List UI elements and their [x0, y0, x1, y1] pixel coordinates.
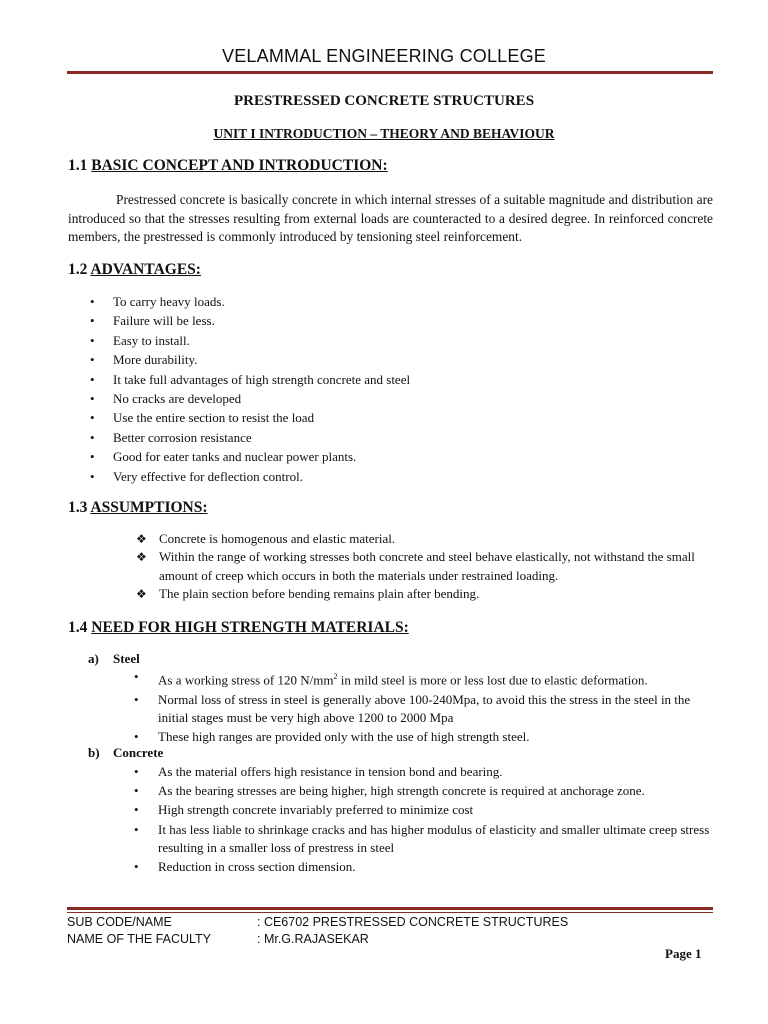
- footer-subject: [67, 914, 568, 931]
- footer-label: NAME OF THE FACULTY: [67, 932, 212, 946]
- section-number: 1.2: [68, 261, 88, 278]
- list-item: ❖ Within the range of working stresses both concrete and steel behave elastically, not withstand the small amount of creep which occurs in both the materials under restrained loading.: [136, 549, 695, 583]
- list-item: • Failure will be less.: [88, 311, 410, 330]
- section-heading-high-strength: [68, 619, 409, 637]
- footer-faculty: [67, 931, 369, 948]
- steel-list: [133, 668, 713, 747]
- list-item: • These high ranges are provided only with the use of high strength steel.: [133, 728, 713, 747]
- section-number: 1.1: [68, 157, 88, 174]
- list-item: • To carry heavy loads.: [88, 292, 410, 311]
- list-item: • As the bearing stresses are being higher, high strength concrete is required at anchorage zone.: [133, 782, 713, 801]
- header-rule: [67, 71, 713, 74]
- list-item: • No cracks are developed: [88, 389, 410, 408]
- list-item: • Better corrosion resistance: [88, 428, 410, 447]
- diamond-bullet-icon: ❖: [136, 550, 147, 565]
- list-item: • It take full advantages of high strength concrete and steel: [88, 370, 410, 389]
- advantages-list: [88, 292, 410, 486]
- list-item: • Reduction in cross section dimension.: [133, 858, 713, 877]
- intro-paragraph: [68, 191, 713, 247]
- list-item: • More durability.: [88, 350, 410, 369]
- subsection-label-steel: a) Steel: [88, 651, 140, 666]
- footer-rule-thin: [67, 912, 713, 913]
- list-item: • It has less liable to shrinkage cracks and has higher modulus of elasticity and smaller ultimate creep stress resulting in a smaller loss of prestress in steel: [133, 821, 713, 858]
- list-item: • As a working stress of 120 $N/mm^2$ in mild steel is more or less lost due to elastic deformation.: [133, 668, 713, 690]
- list-item: • Good for eater tanks and nuclear power plants.: [88, 447, 410, 466]
- college-name: VELAMMAL ENGINEERING COLLEGE: [221, 46, 547, 66]
- section-heading-advantages: [68, 261, 201, 279]
- assumptions-list: [136, 530, 713, 604]
- list-item: • Easy to install.: [88, 331, 410, 350]
- section-title: NEED FOR HIGH STRENGTH MATERIALS:: [91, 619, 409, 636]
- list-item: ❖ Concrete is homogenous and elastic material.: [136, 530, 713, 548]
- subsection-label-concrete: b) Concrete: [88, 745, 164, 760]
- section-number: 1.4: [68, 619, 88, 636]
- unit-title: UNIT I INTRODUCTION – THEORY AND BEHAVIOUR: [213, 126, 555, 141]
- diamond-bullet-icon: ❖: [136, 532, 147, 546]
- section-number: 1.3: [68, 499, 88, 516]
- footer-rule-thick: [67, 907, 713, 910]
- footer-value: : CE6702 PRESTRESSED CONCRETE STRUCTURES: [257, 915, 569, 929]
- list-item: • Normal loss of stress in steel is generally above 100-240Mpa, to avoid this the stress in the steel in the initial stages must be very high above 1200 to 2000 Mpa: [133, 691, 713, 728]
- footer-label: SUB CODE/NAME: [67, 915, 172, 929]
- section-heading-assumptions: [68, 499, 208, 517]
- diamond-bullet-icon: ❖: [136, 587, 147, 602]
- concrete-list: [133, 763, 713, 878]
- list-item: • High strength concrete invariably preferred to minimize cost: [133, 801, 713, 820]
- list-item: • As the material offers high resistance in tension bond and bearing.: [133, 763, 713, 782]
- list-item: ❖ The plain section before bending remains plain after bending.: [136, 585, 713, 603]
- list-item: • Very effective for deflection control.: [88, 467, 410, 486]
- document-title: PRESTRESSED CONCRETE STRUCTURES: [233, 93, 535, 109]
- section-title: BASIC CONCEPT AND INTRODUCTION:: [91, 157, 388, 174]
- footer-value: : Mr.G.RAJASEKAR: [257, 932, 369, 946]
- intro-text: Prestressed concrete is basically concrete in which internal stresses of a suitable magnitude and distribution are introduced so that the stresses resulting from external loads are counteracted to a desired degree. In reinforced concrete members, the prestressed is commonly introduced by tensioning steel reinforcement.: [68, 192, 713, 244]
- section-title: ASSUMPTIONS:: [90, 499, 208, 516]
- page-number: Page 1: [665, 946, 702, 961]
- section-title: ADVANTAGES:: [90, 261, 201, 278]
- list-item: • Use the entire section to resist the load: [88, 408, 410, 427]
- section-heading-basic-concept: [68, 157, 388, 175]
